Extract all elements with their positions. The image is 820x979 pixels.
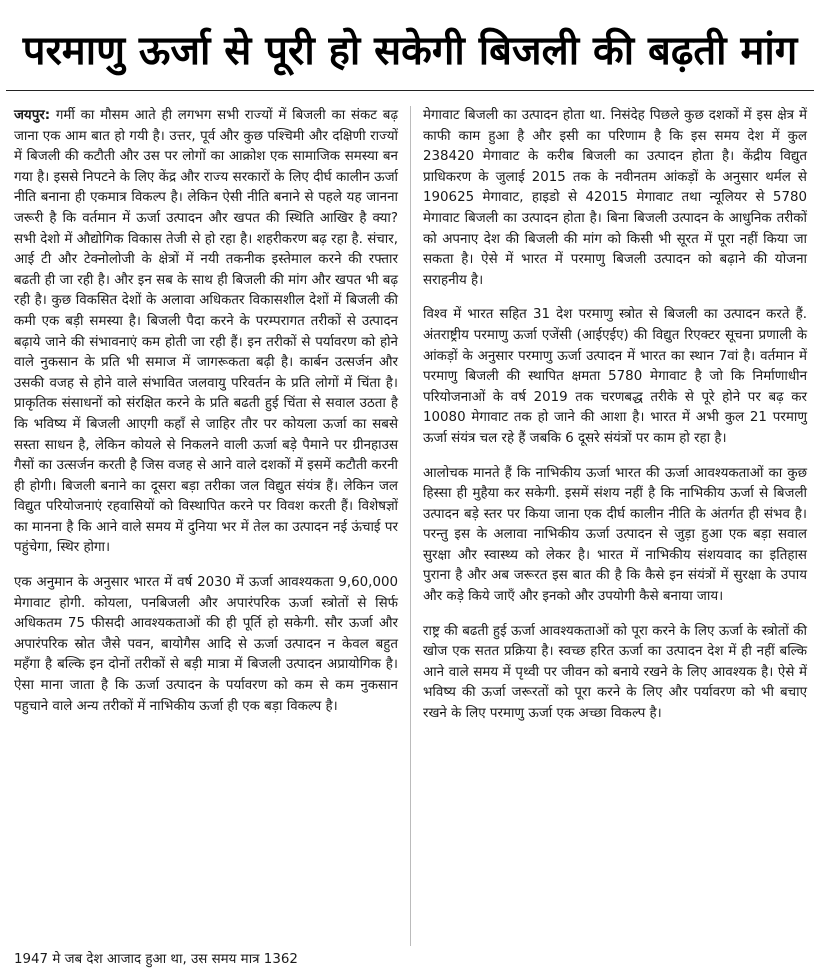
continued-line: 1947 मे जब देश आजाद हुआ था, उस समय मात्र 1362 xyxy=(14,952,298,967)
right-column xyxy=(423,106,807,739)
paragraph-text: गर्मी का मौसम आते ही लगभग सभी राज्यों में बिजली का संकट बढ़ जाना एक आम बात हो गयी है। उत्तर, पूर्व और कुछ पश्चिमी और दक्षिणी राज्यों में बिजली की कटौती और उस पर लोगों का आक्रोश एक सामाजिक समस्या बन गया है। इससे निपटने के लिए केंद्र और राज्य सरकारों के लिए दीर्घ कालीन ऊर्जा नीति बनाना ही एकमात्र विकल्प है। लेकिन ऐसी नीति बनाने से पहले यह जानना जरूरी है कि वर्तमान में ऊर्जा उत्पादन और खपत की स्थिति आखिर है क्या? सभी देशो में औद्योगिक विकास तेजी से हो रहा है। शहरीकरण बढ़ रहा है. संचार, आई टी और टेक्नोलोजी के क्षेत्रों में नयी तकनीक इस्तेमाल करने की रफ्तार बढती ही जा रही है। और इन सब के साथ ही बिजली की मांग और खपत भी बढ़ रही है। कुछ विकसित देशों के अलावा अधिकतर विकासशील देशों में बिजली की कमी एक बड़ी समस्या है। बिजली पैदा करने के परम्परागत तरीकों से उत्पादन बढ़ाये जाने की संभावनाएं कम होती जा रही हैं। इन तरीकों से पर्यावरण को होने वाले नुकसान के प्रति भी समाज में जागरूकता बढ़ी है। कार्बन उत्सर्जन और उसकी वजह से होने वाले संभावित जलवायु परिवर्तन के प्रति लोगों में चिंता है। प्राकृतिक संसाधनों को संरक्षित करने के प्रति बढती हुई चिंता से सवाल उठता है कि भविष्य में बिजली आएगी कहाँ से जाहिर तौर पर कोयला ऊर्जा का सबसे सस्ता साधन है, लेकिन कोयले से निकलने वाली ऊर्जा बड़े पैमाने पर ग्रीनहाउस गैसों का उत्सर्जन करती है जिस वजह से आने वाले दशकों में इसमें कटौती करनी ही होगी। बिजली बनाने का दूसरा बड़ा तरीका जल विद्युत संयंत्र हैं। लेकिन जल विद्युत परियोजनाएं रहवासियों को विस्थापित करने पर विवश करती हैं। विशेषज्ञों का मानना है कि आने वाले समय में दुनिया भर में तेल का उत्पादन नई ऊंचाई पर पहुंचेगा, स्थिर होगा। xyxy=(14,108,398,556)
column-divider xyxy=(410,106,411,946)
paragraph: मेगावाट बिजली का उत्पादन होता था. निसंदेह पिछले कुछ दशकों में इस क्षेत्र में काफी काम हुआ है और इसी का परिणाम है कि इस समय देश में कुल 238420 मेगावाट के करीब बिजली का उत्पादन होता है। केंद्रीय विद्युत प्राधिकरण के जुलाई 2015 तक के नवीनतम आंकड़ों के अनुसार थर्मल से 190625 मेगावाट, हाइडो से 42015 मेगावाट तथा न्यूलियर से 5780 मेगावाट बिजली का उत्पादन होता है। बिना बिजली उत्पादन के आधुनिक तरीकों को अपनाए देश की बिजली की मांग को किसी भी सूरत में पूरा नहीं किया जा सकता है। ऐसे में भारत में परमाणु बिजली उत्पादन को बढ़ाने की योजना सराहनीय है। xyxy=(423,108,807,288)
paragraph: राष्ट्र की बढती हुई ऊर्जा आवश्यकताओं को पूरा करने के लिए ऊर्जा के स्त्रोतों की खोज एक सतत प्रक्रिया है। स्वच्छ हरित ऊर्जा का उत्पादन देश में ही नहीं बल्कि आने वाले समय में पृथ्वी पर जीवन को बनाये रखने के लिए आवश्यक है। ऐसे में भविष्य की ऊर्जा जरूरतों को पूरा करने के लिए और पर्यावरण को भी बचाए रखने के लिए परमाणु ऊर्जा एक अच्छा विकल्प है। xyxy=(423,623,807,722)
headline-rule xyxy=(6,90,814,91)
headline: परमाणु ऊर्जा से पूरी हो सकेगी बिजली की बढ़ती मांग xyxy=(22,27,798,74)
dateline: जयपुर: xyxy=(14,108,51,123)
paragraph xyxy=(14,106,398,559)
paragraph: एक अनुमान के अनुसार भारत में वर्ष 2030 में ऊर्जा आवश्यकता 9,60,000 मेगावाट होगी. कोयला, पनबिजली और अपारंपरिक ऊर्जा स्त्रोतों से सिर्फ अधिकतम 75 फीसदी आवश्यकताओं की ही पूर्ति हो सकेगी. सौर ऊर्जा और अपारंपरिक स्रोत जैसे पवन, बायोगैस आदि से ऊर्जा उत्पादन न केवल बहुत महँगा है बल्कि इन दोनों तरीकों से बड़ी मात्रा में बिजली उत्पादन अप्रायोगिक है। ऐसा माना जाता है कि ऊर्जा उत्पादन के पर्यावरण को कम से कम नुकसान पहुचाने वाले अन्य तरीकों में नाभिकीय ऊर्जा ही एक बड़ा विकल्प है। xyxy=(14,575,398,714)
paragraph: आलोचक मानते हैं कि नाभिकीय ऊर्जा भारत की ऊर्जा आवश्यकताओं का कुछ हिस्सा ही मुहैया कर सकेगी. इसमें संशय नहीं है कि नाभिकीय ऊर्जा से बिजली उत्पादन बड़े स्तर पर किया जाना एक दीर्घ कालीन नीति के अंतर्गत ही संभव है। परन्तु इस के अलावा नाभिकीय ऊर्जा उत्पादन से जुड़ा हुआ एक बड़ा सवाल सुरक्षा और स्वास्थ्य को लेकर है। भारत में नाभिकीय संशयवाद का इतिहास पुराना है और अब जरूरत इस बात की है कि कैसे इन संयंत्रों में सुरक्षा के उपाय और कड़े किये जाएँ और इनको और उपयोगी कैसे बनाया जाय। xyxy=(423,465,807,605)
paragraph: विश्व में भारत सहित 31 देश परमाणु स्त्रोत से बिजली का उत्पादन करते हैं. अंतराष्ट्रीय परमाणु ऊर्जा एजेंसी (आईएईए) की विद्युत रिएक्टर सूचना प्रणाली के आंकड़ों के अनुसार परमाणु ऊर्जा उत्पादन में भारत का स्थान 7वां है। वर्तमान में परमाणु बिजली की स्थापित क्षमता 5780 मेगावाट है जो कि निर्माणाधीन परियोजनाओं के वर्ष 2019 तक चरणबद्ध तरीके से पूरे होने पर बढ़ कर 10080 मेगावाट तक हो जाने की आशा है। भारत में अभी कुल 21 परमाणु ऊर्जा संयंत्र चल रहे हैं जबकि 6 दूसरे संयंत्रों पर काम हो रहा है। xyxy=(423,307,807,446)
left-column xyxy=(14,106,398,731)
